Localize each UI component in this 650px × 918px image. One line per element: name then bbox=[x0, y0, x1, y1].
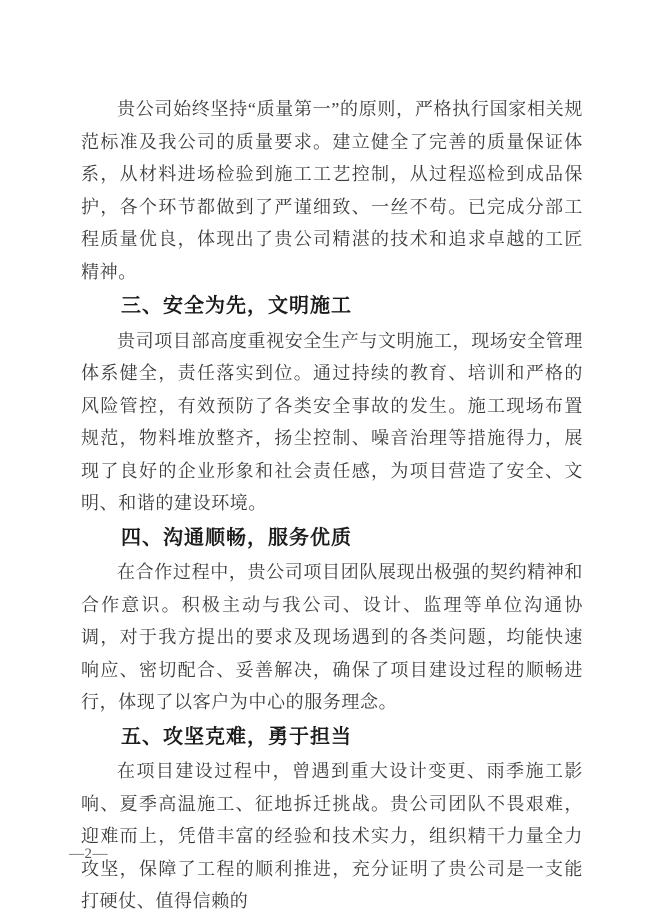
heading-section-4-communication: 四、沟通顺畅，服务优质 bbox=[121, 526, 352, 549]
paragraph-communication-service: 在合作过程中，贵公司项目团队展现出极强的契约精神和合作意识。积极主动与我公司、设计、监理等单位沟通协调，对于我方提出的要求及现场遇到的各类问题，均能快速响应、密切配合、妥善解决，确保了项目建设过程的顺畅进行，体现了以客户为中心的服务理念。 bbox=[81, 562, 583, 712]
paragraph-overcoming-difficulties: 在项目建设过程中，曾遇到重大设计变更、雨季施工影响、夏季高温施工、征地拆迁挑战。贵公司团队不畏艰难，迎难而上，凭借丰富的经验和技术实力，组织精干力量全力攻坚，保障了工程的顺利推进，充分证明了贵公司是一支能打硬仗、值得信赖的 bbox=[81, 761, 583, 911]
document-body bbox=[81, 93, 583, 918]
page-number: —2— bbox=[69, 846, 108, 862]
paragraph-safety-civilized-construction: 贵司项目部高度重视安全生产与文明施工，现场安全管理体系健全，责任落实到位。通过持续的教育、培训和严格的风险管控，有效预防了各类安全事故的发生。施工现场布置规范，物料堆放整齐，扬尘控制、噪音治理等措施得力，展现了良好的企业形象和社会责任感，为项目营造了安全、文明、和谐的建设环境。 bbox=[81, 330, 583, 513]
heading-section-5-overcoming-difficulties: 五、攻坚克难，勇于担当 bbox=[121, 725, 352, 748]
paragraph-quality-assurance: 贵公司始终坚持“质量第一”的原则，严格执行国家相关规范标准及我公司的质量要求。建立健全了完善的质量保证体系，从材料进场检验到施工工艺控制，从过程巡检到成品保护，各个环节都做到了严谨细致、一丝不苟。已完成分部工程质量优良，体现出了贵公司精湛的技术和追求卓越的工匠精神。 bbox=[81, 99, 583, 282]
heading-section-3-safety: 三、安全为先，文明施工 bbox=[121, 295, 352, 317]
